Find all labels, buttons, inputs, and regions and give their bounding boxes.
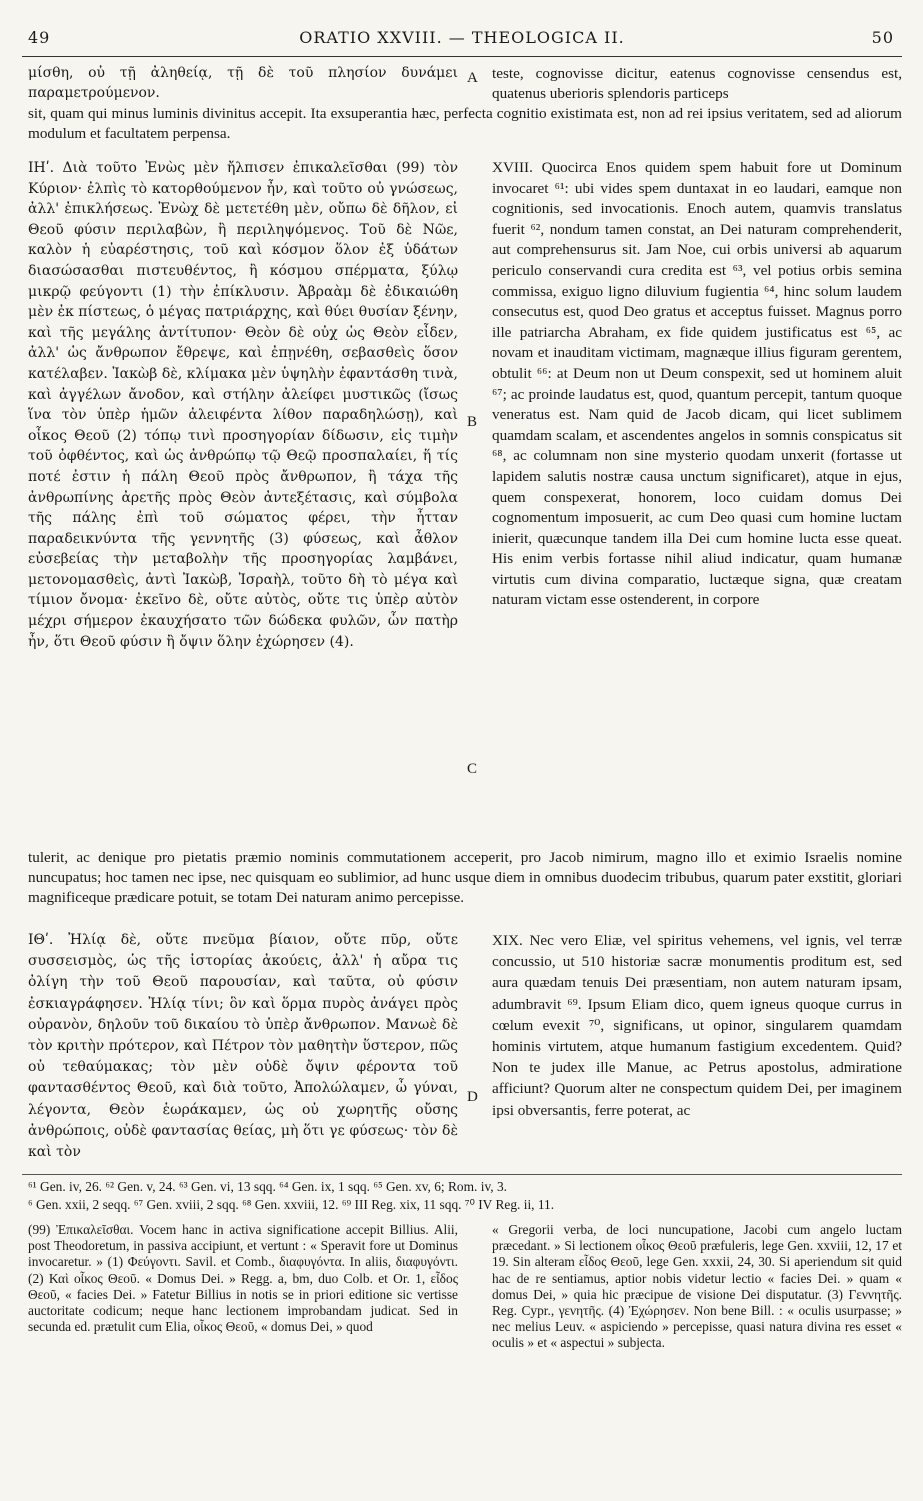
notes-left-column: (99) Ἐπικαλεῖσθαι. Vocem hanc in activa significatione accepit Billius. Alii, post Theodoretum, in passiva accipiunt, et vertunt : « Speravit fore ut Dominus invocaretur. » (1) Φεύγοντι. Savil. et Comb., διαφυγόντα. In aliis, διαφυγόντι. (2) Καὶ οἶκος Θεοῦ. « Domus Dei. » Regg. a, bm, duo Colb. et Or. 1, εἶδος Θεοῦ, « facies Dei. » Fatetur Billius in notis se in priori editione sic vertisse auctoritate codicum; neque hanc lectionem improbandam judicat. Sed in secunda ed. prætulit cum Elia, οἶκος Θεοῦ, « domus Dei, » quod [28, 1222, 458, 1335]
full-width-paragraph-2: tulerit, ac denique pro pietatis præmio nominis commutationem acceperit, pro Jacob nimirum, magno illo et eximio Israelis nomine nuncupatus; hoc tamen nec ipse, nec quisquam eo sublimior, ad hunc usque diem in omnibus duodecim tribubus, quarum pater exstitit, gloriari magnificeque prædicare potuit, se totam Dei naturam animo percepisse. [28, 849, 902, 906]
latin-top-text: teste, cognovisse dicitur, eatenus cognovisse censendus est, quatenus uberioris splendoris particeps [492, 65, 902, 102]
right-page-number: 50 [871, 28, 894, 47]
latin-section-18: XVIII. Quocirca Enos quidem spem habuit fore ut Dominum invocaret ⁶¹: ubi vides spem duntaxat in eo laudari, eamque non cognitionis, sed invocationis. Enoch autem, quamvis translatus fuerit ⁶², nondum tamen constat, an Dei naturam comprehenderit, aut comprehensurus sit. Jam Noe, cui orbis universi ab aquarum periculo conservandi cura credita est ⁶³, vel potius orbis semina commissa, exiguo ligno diluvium fugientia ⁶⁴, hinc solum laudem consecutus est, quod Deo gratus et acceptus fuisset. Magnus porro ille patriarcha Abraham, ex fide quidem justificatus est ⁶⁵, ac novam et inauditam victimam, magnæque illius figuram gerentem, obtulit ⁶⁶: at Deum non ut Deum conspexit, sed ut hominem aluit ⁶⁷; ac proinde laudatus est, quod, quantum percepit, tantum quoque veneratus est. Nam quid de Jacob dicam, qui licet sublimem quamdam scalam, et ascendentes angelos in somnis conspicatus sit ⁶⁸, ac columnam non sine mysterio quodam unxerit (fortasse ut lapidem salutis nostræ causa unctum significaret), atque in ejus, quem conspexerat, honorem, loco cuidam domus Dei cognomentum imposuerit, ac cum Deo quasi cum homine luctam inierit, quæcunque tandem illa Dei cum homine lucta esse queat. His enim verbis fortasse nihil aliud indicatur, quam humanæ virtutis cum divina comparatio, luctæque signa, quæ creatam naturam victam esse ostenderent, in corpore [492, 159, 902, 609]
left-page-number: 49 [28, 28, 51, 47]
full-width-paragraph-1: sit, quam qui minus luminis divinitus accepit. Ita exsuperantia hæc, perfecta cognitio existimata est, non ad rei ipsius veritatem, sed ad aliorum modulum et facultatem perpensa. [28, 105, 902, 142]
running-header [22, 28, 902, 54]
notes-right-column: « Gregorii verba, de loci nuncupatione, Jacobi cum angelo luctam præcedant. » Si lectionem οἶκος Θεοῦ præfuleris, lege Gen. xxviii, 12, 17 et 19. Sin alteram εἶδος Θεοῦ, lege Gen. xxxii, 24, 30. Si aperiendum sit quid hac de re sentiamus, aptior nobis videtur lectio « facies Dei. » quam « domus Dei, » quia hic præcipue de visione Dei disputatur. (3) Γεννητῆς. Reg. Cypr., γενητῆς. (4) Ἐχώρησεν. Non bene Bill. : « oculis usurpasse; » nec melius Leuv. « aspiciendo » percepisse, quasi natura divina res esset « oculis » et « aspectui » subjecta. [492, 1222, 902, 1351]
scripture-references-line-2: ⁶ Gen. xxii, 2 seqq. ⁶⁷ Gen. xviii, 2 sqq. ⁶⁸ Gen. xxviii, 12. ⁶⁹ III Reg. xix, 11 sqq. ⁷⁰ IV Reg. ii, 11. [28, 1197, 555, 1212]
margin-letter-d: D [467, 1089, 478, 1105]
margin-letter-c: C [467, 761, 478, 777]
greek-section-19: ΙΘʹ. Ἠλίᾳ δὲ, οὔτε πνεῦμα βίαιον, οὔτε πῦρ, οὔτε συσσεισμὸς, ὡς τῆς ἱστορίας ἀκούεις, ἀλλ' ἡ αὔρα τις ὀλίγη τὴν τοῦ Θεοῦ παρουσίαν, καὶ ταῦτα, οὐ φύσιν ἐσκιαγράφησεν. Ἠλίᾳ τίνι; ὃν καὶ ὅρμα πυρὸς ἀνάγει πρὸς οὐρανὸν, δηλοῦν τοῦ δικαίου τὸ ὑπὲρ ἄνθρωπον. Μανωὲ δὲ τὸν κριτὴν πρότερον, καὶ Πέτρον τὸν μαθητὴν ὕστερον, πῶς οὐ τεθαύμακας; τὸν μὲν οὐδὲ ὄψιν φέροντα τοῦ φαντασθέντος Θεοῦ, καὶ διὰ τοῦτο, Ἀπολώλαμεν, ὦ γύναι, λέγοντα, Θεὸν ἑωράκαμεν, ὡς οὐ χωρητῆς οὔσης ἀνθρώποις, οὐδὲ φαντασίας θείας, μὴ ὅτι γε φύσεως· τὸν δὲ καὶ τὸν [28, 932, 458, 1161]
header-rule [22, 56, 902, 57]
scripture-references-line-1: ⁶¹ Gen. iv, 26. ⁶² Gen. v, 24. ⁶³ Gen. vi, 13 sqq. ⁶⁴ Gen. ix, 1 sqq. ⁶⁵ Gen. xv, 6; Rom. iv, 3. [28, 1179, 508, 1194]
margin-letter-a: A [467, 70, 478, 86]
footnote-rule [22, 1174, 902, 1175]
latin-section-19: XIX. Nec vero Eliæ, vel spiritus vehemens, vel ignis, vel terræ concussio, ut 510 historiæ sacræ monumentis proditum est, sed aura quædam tenuis Dei præsentiam, non autem naturam ipsam, adumbravit ⁶⁹. Ipsum Eliam dico, quem igneus quoque currus in cœlum evexit ⁷⁰, significans, ut opinor, singularem quamdam hominis virtutem, atque humanum fastigium excedentem. Quid? Non te judex ille Manue, ac Petrus apostolus, admiratione afficiunt? Quorum alter ne conspectum quidem Dei, per imaginem ipsi obversantis, ferre poterat, ac [492, 932, 902, 1119]
page [22, 0, 902, 1501]
running-title: ORATIO XXVIII. — THEOLOGICA II. [299, 28, 625, 47]
margin-letter-b: B [467, 414, 478, 430]
greek-top-text: μίσθη, οὐ τῇ ἀληθείᾳ, τῇ δὲ τοῦ πλησίον δυνάμει παραμετρούμενον. [28, 65, 458, 101]
greek-section-18: ΙΗʹ. Διὰ τοῦτο Ἐνὼς μὲν ἤλπισεν ἐπικαλεῖσθαι (99) τὸν Κύριον· ἐλπὶς τὸ κατορθούμενον ἦν, καὶ τοῦτο οὐ γνώσεως, ἀλλ' ἐπικλήσεως. Ἐνὼχ δὲ μετετέθη μὲν, οὔπω δὲ δῆλον, εἰ Θεοῦ φύσιν περιλαβὼν, ἢ περιληψόμενος. Τοῦ δὲ Νῶε, καλὸν ἡ εὐαρέστησις, τοῦ καὶ κόσμον ὅλον ἐξ ὑδάτων διασώσασθαι πιστευθέντος, ἢ κόσμου σπέρματα, ξύλῳ μικρῷ φεύγοντι (1) τὴν ἐπίκλυσιν. Ἀβραὰμ δὲ ἐδικαιώθη μὲν ἐκ πίστεως, ὁ μέγας πατριάρχης, καὶ θύει θυσίαν ξένην, καὶ τῆς μεγάλης ἀντίτυπον· Θεὸν δὲ οὐχ ὡς Θεὸν εἶδεν, ἀλλ' ὡς ἄνθρωπον ἔθρεψε, καὶ ἐπῃνέθη, σεβασθεὶς ὅσον κατέλαβεν. Ἰακὼβ δὲ, κλίμακα μὲν ὑψηλὴν ἐφαντάσθη τινὰ, καὶ ἀγγέλων ἄνοδον, καὶ στήλην ἀλείφει μυστικῶς (ἴσως ἵνα τὸν ὑπὲρ ἡμῶν ἀλειφέντα λίθον παραδηλώσῃ), καὶ οἶκος Θεοῦ (2) τόπῳ τινὶ προσηγορίαν δίδωσιν, εἰς τιμὴν τοῦ ὀφθέντος, καὶ ὡς ἀνθρώπῳ τῷ Θεῷ προσπαλαίει, ἥ τίς ποτέ ἐστιν ἡ πάλη Θεοῦ πρὸς ἄνθρωπον, ἢ τάχα τῆς ἀνθρωπίνης ἀρετῆς πρὸς Θεὸν ἀντεξέτασις, καὶ σύμβολα τῆς πάλης ἐπὶ τοῦ σώματος φέρει, τὴν ἧτταν παραδεικνύντα τῆς γεννητῆς (3) φύσεως, καὶ ἆθλον εὐσεβείας τὴν μεταβολὴν τῆς προσηγορίας λαμβάνει, μετονομασθεὶς, ἀντὶ Ἰακὼβ, Ἰσραὴλ, τοῦτο δὴ τὸ μέγα καὶ τίμιον ὄνομα· ἐκεῖνο δὲ, οὔτε αὐτὸς, οὔτε τις ὑπὲρ αὐτὸν μέχρι σήμερον ἐκαυχήσατο τῶν δώδεκα φυλῶν, ὧν πατὴρ ἦν, ὅτι Θεοῦ φύσιν ἢ ὄψιν ὅλην ἐχώρησεν (4). [28, 160, 458, 650]
